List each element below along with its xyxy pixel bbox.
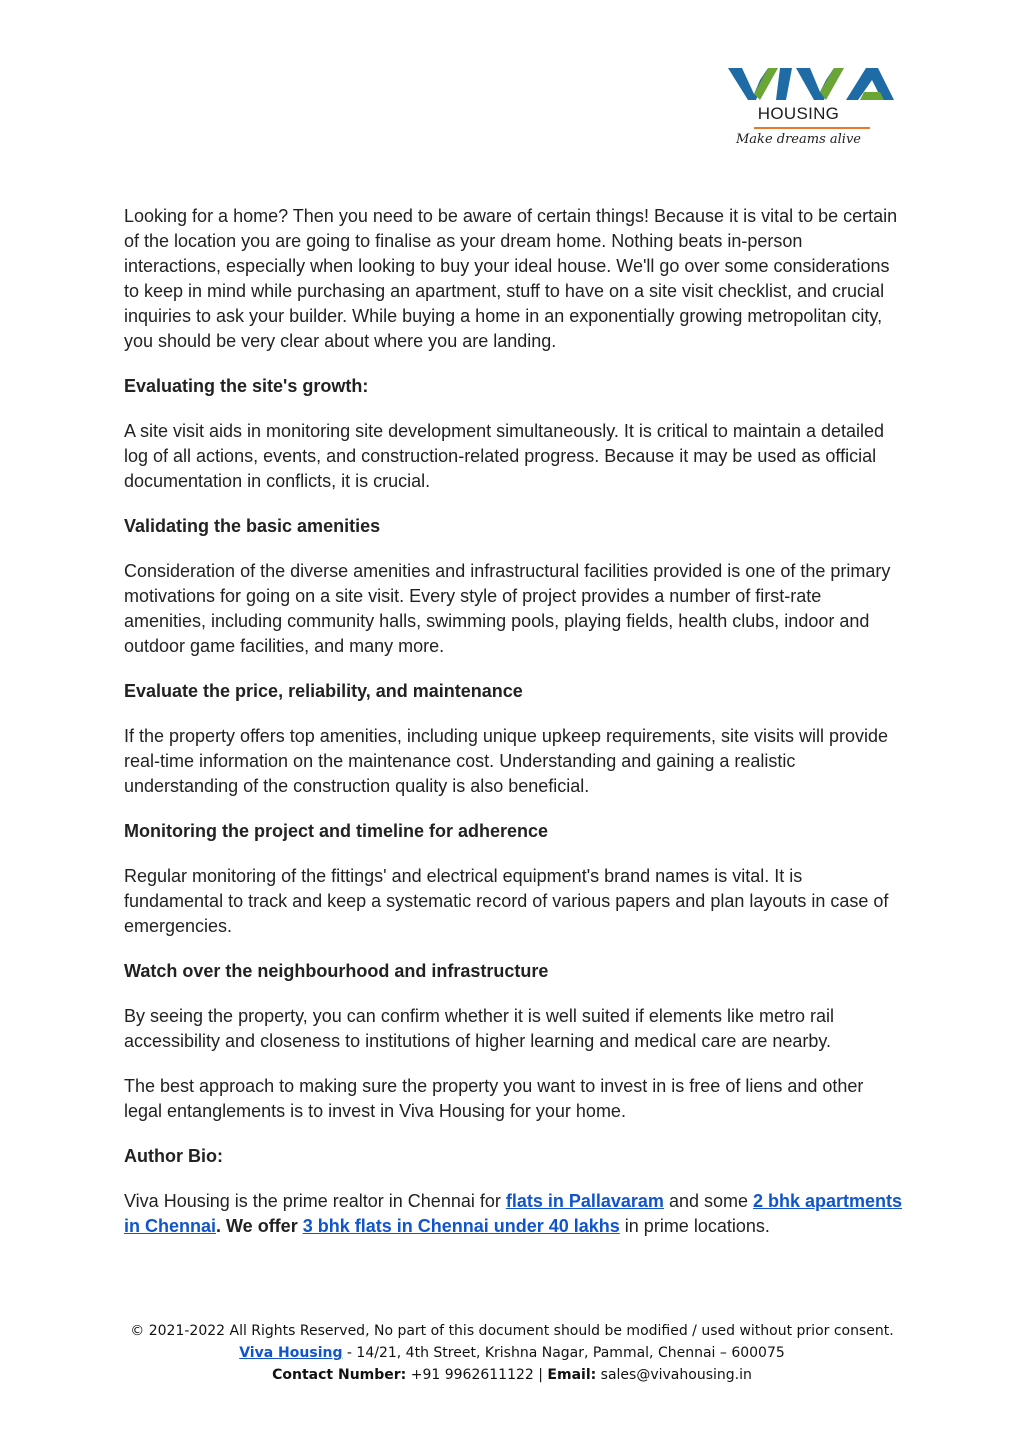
footer-copyright: © 2021-2022 All Rights Reserved, No part of this document should be modified / used without prior consent. xyxy=(130,1323,894,1339)
paragraph-neighbourhood: By seeing the property, you can confirm whether it is well suited if elements like metro rail accessibility and closeness to institutions of higher learning and medical care are nearby. xyxy=(124,1006,834,1051)
viva-housing-logo xyxy=(726,64,896,154)
paragraph-author-bio xyxy=(124,1189,904,1239)
paragraph-basic-amenities: Consideration of the diverse amenities and infrastructural facilities provided is one of the primary motivations for going on a site visit. Every style of project provides a number of first-rate amenities, including community halls, swimming pools, playing fields, health clubs, indoor and outdoor game facilities, and many more. xyxy=(124,561,891,656)
heading-project-timeline: Monitoring the project and timeline for adherence xyxy=(124,821,549,841)
footer-address: - 14/21, 4th Street, Krishna Nagar, Pammal, Chennai – 600075 xyxy=(342,1345,785,1361)
footer-contact-line xyxy=(0,1364,1024,1386)
link-2bhk-apartments[interactable]: 2 bhk apartments in Chennai xyxy=(124,1191,903,1236)
viva-wordmark xyxy=(726,64,896,104)
footer-email-value: sales@vivahousing.in xyxy=(596,1367,752,1383)
heading-author-bio: Author Bio: xyxy=(124,1146,223,1166)
bio-text-4: in prime locations. xyxy=(619,1216,770,1236)
link-3bhk-flats[interactable]: 3 bhk flats in Chennai under 40 lakhs xyxy=(302,1216,620,1236)
heading-price-maintenance: Evaluate the price, reliability, and maintenance xyxy=(124,681,523,701)
paragraph-site-growth: A site visit aids in monitoring site development simultaneously. It is critical to maintain a detailed log of all actions, events, and construction-related progress. Because it may be used as official documentation in conflicts, it is crucial. xyxy=(124,421,885,491)
intro-paragraph: Looking for a home? Then you need to be aware of certain things! Because it is vital to be certain of the location you are going to finalise as your dream home. Nothing beats in-person interactions, especially when looking to buy your ideal house. We'll go over some considerations to keep in mind while purchasing an apartment, stuff to have on a site visit checklist, and crucial inquiries to ask your builder. While buying a home in an exponentially growing metropolitan city, you should be very clear about where you are landing. xyxy=(124,206,898,351)
logo-divider xyxy=(754,127,870,129)
paragraph-conclusion: The best approach to making sure the property you want to invest in is free of liens and other legal entanglements is to invest in Viva Housing for your home. xyxy=(124,1076,864,1121)
footer-email-label: Email: xyxy=(547,1367,597,1383)
footer-company-link[interactable]: Viva Housing xyxy=(239,1345,343,1361)
paragraph-price-maintenance: If the property offers top amenities, including unique upkeep requirements, site visits will provide real-time information on the maintenance cost. Understanding and gaining a realistic understanding of the construction quality is also beneficial. xyxy=(124,726,889,796)
page-footer xyxy=(0,1320,1024,1386)
logo-tagline: Make dreams alive xyxy=(736,132,861,147)
heading-neighbourhood: Watch over the neighbourhood and infrastructure xyxy=(124,961,549,981)
article-body xyxy=(124,204,904,1259)
footer-address-line xyxy=(0,1342,1024,1364)
logo-housing-text: HOUSING xyxy=(757,104,840,123)
heading-site-growth: Evaluating the site's growth: xyxy=(124,376,369,396)
footer-contact-value: +91 9962611122 | xyxy=(406,1367,548,1383)
bio-text-2: and some xyxy=(663,1191,754,1211)
footer-contact-label: Contact Number: xyxy=(272,1367,407,1383)
paragraph-project-timeline: Regular monitoring of the fittings' and electrical equipment's brand names is vital. It is fundamental to track and keep a systematic record of various papers and plan layouts in case of emergencies. xyxy=(124,866,889,936)
link-flats-pallavaram[interactable]: flats in Pallavaram xyxy=(505,1191,664,1211)
bio-text-1: Viva Housing is the prime realtor in Chennai for xyxy=(124,1191,506,1211)
heading-basic-amenities: Validating the basic amenities xyxy=(124,516,381,536)
bio-text-3: . We offer xyxy=(216,1216,303,1236)
